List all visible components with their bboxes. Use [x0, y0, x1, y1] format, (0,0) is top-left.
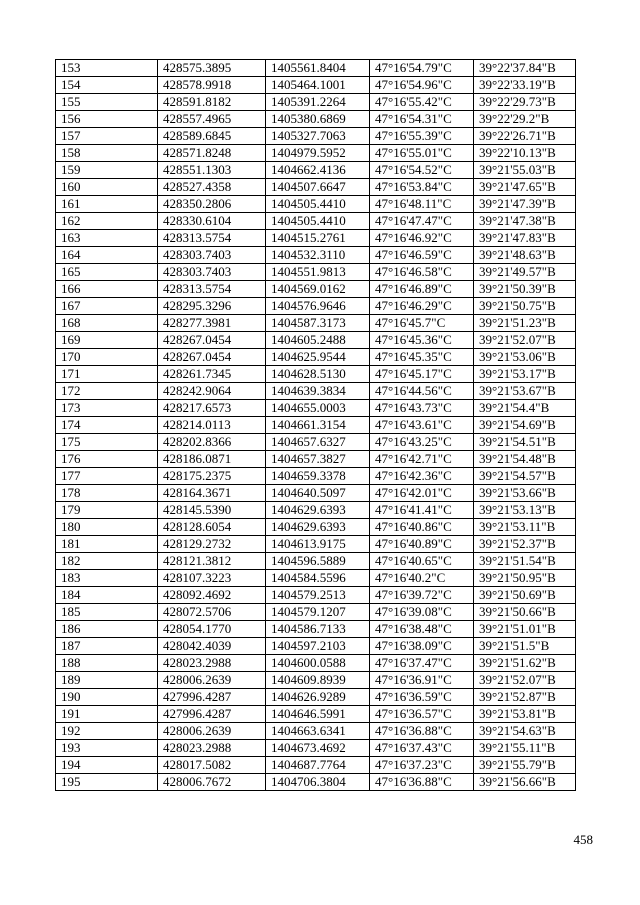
latitude-cell: 47°16'46.89"С	[370, 281, 474, 298]
x-coordinate-cell: 428591.8182	[158, 94, 266, 111]
table-row	[56, 621, 576, 638]
point-number-cell: 165	[56, 264, 158, 281]
latitude-cell: 47°16'45.17"С	[370, 366, 474, 383]
longitude-cell: 39°21'55.03"В	[474, 162, 576, 179]
table-row	[56, 417, 576, 434]
table-row	[56, 264, 576, 281]
x-coordinate-cell: 428551.1303	[158, 162, 266, 179]
y-coordinate-cell: 1404706.3804	[266, 774, 370, 791]
y-coordinate-cell: 1404659.3378	[266, 468, 370, 485]
point-number-cell: 167	[56, 298, 158, 315]
y-coordinate-cell: 1404687.7764	[266, 757, 370, 774]
x-coordinate-cell: 428006.2639	[158, 672, 266, 689]
y-coordinate-cell: 1404600.0588	[266, 655, 370, 672]
point-number-cell: 182	[56, 553, 158, 570]
point-number-cell: 171	[56, 366, 158, 383]
point-number-cell: 191	[56, 706, 158, 723]
latitude-cell: 47°16'45.35"С	[370, 349, 474, 366]
point-number-cell: 166	[56, 281, 158, 298]
table-row	[56, 502, 576, 519]
longitude-cell: 39°21'53.67"В	[474, 383, 576, 400]
point-number-cell: 181	[56, 536, 158, 553]
x-coordinate-cell: 428072.5706	[158, 604, 266, 621]
point-number-cell: 160	[56, 179, 158, 196]
x-coordinate-cell: 428128.6054	[158, 519, 266, 536]
y-coordinate-cell: 1404576.9646	[266, 298, 370, 315]
x-coordinate-cell: 428350.2806	[158, 196, 266, 213]
y-coordinate-cell: 1405380.6869	[266, 111, 370, 128]
x-coordinate-cell: 428017.5082	[158, 757, 266, 774]
longitude-cell: 39°22'37.84"В	[474, 60, 576, 77]
x-coordinate-cell: 428242.9064	[158, 383, 266, 400]
longitude-cell: 39°21'50.69"В	[474, 587, 576, 604]
latitude-cell: 47°16'43.25"С	[370, 434, 474, 451]
point-number-cell: 156	[56, 111, 158, 128]
y-coordinate-cell: 1404639.3834	[266, 383, 370, 400]
point-number-cell: 174	[56, 417, 158, 434]
longitude-cell: 39°21'50.66"В	[474, 604, 576, 621]
latitude-cell: 47°16'37.47"С	[370, 655, 474, 672]
y-coordinate-cell: 1404979.5952	[266, 145, 370, 162]
latitude-cell: 47°16'39.08"С	[370, 604, 474, 621]
page-number: 458	[573, 832, 593, 847]
x-coordinate-cell: 428571.8248	[158, 145, 266, 162]
point-number-cell: 153	[56, 60, 158, 77]
y-coordinate-cell: 1404586.7133	[266, 621, 370, 638]
x-coordinate-cell: 428023.2988	[158, 740, 266, 757]
table-row	[56, 298, 576, 315]
y-coordinate-cell: 1405464.1001	[266, 77, 370, 94]
longitude-cell: 39°21'53.17"В	[474, 366, 576, 383]
longitude-cell: 39°21'50.39"В	[474, 281, 576, 298]
table-row	[56, 230, 576, 247]
x-coordinate-cell: 428330.6104	[158, 213, 266, 230]
table-row	[56, 315, 576, 332]
point-number-cell: 186	[56, 621, 158, 638]
x-coordinate-cell: 428006.7672	[158, 774, 266, 791]
x-coordinate-cell: 428006.2639	[158, 723, 266, 740]
longitude-cell: 39°21'54.51"В	[474, 434, 576, 451]
x-coordinate-cell: 428313.5754	[158, 230, 266, 247]
latitude-cell: 47°16'36.88"С	[370, 723, 474, 740]
latitude-cell: 47°16'43.73"С	[370, 400, 474, 417]
x-coordinate-cell: 428578.9918	[158, 77, 266, 94]
longitude-cell: 39°21'52.87"В	[474, 689, 576, 706]
y-coordinate-cell: 1404655.0003	[266, 400, 370, 417]
latitude-cell: 47°16'41.41"С	[370, 502, 474, 519]
x-coordinate-cell: 428107.3223	[158, 570, 266, 587]
y-coordinate-cell: 1404609.8939	[266, 672, 370, 689]
point-number-cell: 194	[56, 757, 158, 774]
latitude-cell: 47°16'40.86"С	[370, 519, 474, 536]
point-number-cell: 163	[56, 230, 158, 247]
longitude-cell: 39°22'29.73"В	[474, 94, 576, 111]
y-coordinate-cell: 1404579.2513	[266, 587, 370, 604]
x-coordinate-cell: 428054.1770	[158, 621, 266, 638]
latitude-cell: 47°16'38.48"С	[370, 621, 474, 638]
latitude-cell: 47°16'46.58"С	[370, 264, 474, 281]
x-coordinate-cell: 428175.2375	[158, 468, 266, 485]
table-row	[56, 213, 576, 230]
longitude-cell: 39°21'55.79"В	[474, 757, 576, 774]
x-coordinate-cell: 428295.3296	[158, 298, 266, 315]
longitude-cell: 39°21'55.11"В	[474, 740, 576, 757]
table-row	[56, 281, 576, 298]
y-coordinate-cell: 1404532.3110	[266, 247, 370, 264]
latitude-cell: 47°16'54.52"С	[370, 162, 474, 179]
x-coordinate-cell: 428217.6573	[158, 400, 266, 417]
longitude-cell: 39°21'54.57"В	[474, 468, 576, 485]
latitude-cell: 47°16'42.71"С	[370, 451, 474, 468]
y-coordinate-cell: 1404579.1207	[266, 604, 370, 621]
table-row	[56, 145, 576, 162]
point-number-cell: 189	[56, 672, 158, 689]
latitude-cell: 47°16'36.88"С	[370, 774, 474, 791]
longitude-cell: 39°21'53.11"В	[474, 519, 576, 536]
table-row	[56, 604, 576, 621]
longitude-cell: 39°21'56.66"В	[474, 774, 576, 791]
y-coordinate-cell: 1405327.7063	[266, 128, 370, 145]
longitude-cell: 39°21'47.38"В	[474, 213, 576, 230]
y-coordinate-cell: 1404587.3173	[266, 315, 370, 332]
coordinates-table-body	[56, 60, 576, 791]
x-coordinate-cell: 428092.4692	[158, 587, 266, 604]
y-coordinate-cell: 1404584.5596	[266, 570, 370, 587]
point-number-cell: 161	[56, 196, 158, 213]
x-coordinate-cell: 428023.2988	[158, 655, 266, 672]
point-number-cell: 195	[56, 774, 158, 791]
longitude-cell: 39°21'51.62"В	[474, 655, 576, 672]
coordinates-table	[55, 59, 576, 791]
y-coordinate-cell: 1404507.6647	[266, 179, 370, 196]
x-coordinate-cell: 428186.0871	[158, 451, 266, 468]
latitude-cell: 47°16'55.39"С	[370, 128, 474, 145]
point-number-cell: 158	[56, 145, 158, 162]
point-number-cell: 187	[56, 638, 158, 655]
y-coordinate-cell: 1404629.6393	[266, 519, 370, 536]
x-coordinate-cell: 428129.2732	[158, 536, 266, 553]
point-number-cell: 177	[56, 468, 158, 485]
x-coordinate-cell: 427996.4287	[158, 706, 266, 723]
longitude-cell: 39°22'33.19"В	[474, 77, 576, 94]
longitude-cell: 39°22'10.13"В	[474, 145, 576, 162]
x-coordinate-cell: 428261.7345	[158, 366, 266, 383]
longitude-cell: 39°21'53.06"В	[474, 349, 576, 366]
point-number-cell: 155	[56, 94, 158, 111]
latitude-cell: 47°16'54.79"С	[370, 60, 474, 77]
y-coordinate-cell: 1404515.2761	[266, 230, 370, 247]
latitude-cell: 47°16'44.56"С	[370, 383, 474, 400]
latitude-cell: 47°16'43.61"С	[370, 417, 474, 434]
latitude-cell: 47°16'38.09"С	[370, 638, 474, 655]
latitude-cell: 47°16'54.31"С	[370, 111, 474, 128]
point-number-cell: 162	[56, 213, 158, 230]
x-coordinate-cell: 428145.5390	[158, 502, 266, 519]
table-row	[56, 485, 576, 502]
latitude-cell: 47°16'40.2"С	[370, 570, 474, 587]
x-coordinate-cell: 428267.0454	[158, 332, 266, 349]
table-row	[56, 451, 576, 468]
latitude-cell: 47°16'48.11"С	[370, 196, 474, 213]
point-number-cell: 184	[56, 587, 158, 604]
table-row	[56, 128, 576, 145]
point-number-cell: 183	[56, 570, 158, 587]
table-row	[56, 366, 576, 383]
latitude-cell: 47°16'37.43"С	[370, 740, 474, 757]
table-row	[56, 332, 576, 349]
latitude-cell: 47°16'36.59"С	[370, 689, 474, 706]
y-coordinate-cell: 1404625.9544	[266, 349, 370, 366]
latitude-cell: 47°16'45.36"С	[370, 332, 474, 349]
longitude-cell: 39°21'47.65"В	[474, 179, 576, 196]
table-row	[56, 570, 576, 587]
point-number-cell: 170	[56, 349, 158, 366]
longitude-cell: 39°21'54.69"В	[474, 417, 576, 434]
table-row	[56, 111, 576, 128]
x-coordinate-cell: 428303.7403	[158, 247, 266, 264]
y-coordinate-cell: 1405391.2264	[266, 94, 370, 111]
latitude-cell: 47°16'54.96"С	[370, 77, 474, 94]
x-coordinate-cell: 428267.0454	[158, 349, 266, 366]
point-number-cell: 169	[56, 332, 158, 349]
point-number-cell: 172	[56, 383, 158, 400]
y-coordinate-cell: 1404569.0162	[266, 281, 370, 298]
y-coordinate-cell: 1404629.6393	[266, 502, 370, 519]
longitude-cell: 39°22'29.2"В	[474, 111, 576, 128]
table-row	[56, 383, 576, 400]
latitude-cell: 47°16'55.42"С	[370, 94, 474, 111]
longitude-cell: 39°21'52.07"В	[474, 672, 576, 689]
longitude-cell: 39°21'53.66"В	[474, 485, 576, 502]
table-row	[56, 723, 576, 740]
latitude-cell: 47°16'46.29"С	[370, 298, 474, 315]
latitude-cell: 47°16'55.01"С	[370, 145, 474, 162]
x-coordinate-cell: 428589.6845	[158, 128, 266, 145]
longitude-cell: 39°21'54.48"В	[474, 451, 576, 468]
table-row	[56, 519, 576, 536]
point-number-cell: 178	[56, 485, 158, 502]
x-coordinate-cell: 428575.3895	[158, 60, 266, 77]
point-number-cell: 159	[56, 162, 158, 179]
longitude-cell: 39°21'52.37"В	[474, 536, 576, 553]
table-row	[56, 757, 576, 774]
table-row	[56, 179, 576, 196]
longitude-cell: 39°21'53.13"В	[474, 502, 576, 519]
point-number-cell: 193	[56, 740, 158, 757]
latitude-cell: 47°16'42.01"С	[370, 485, 474, 502]
table-row	[56, 655, 576, 672]
x-coordinate-cell: 427996.4287	[158, 689, 266, 706]
longitude-cell: 39°21'47.83"В	[474, 230, 576, 247]
latitude-cell: 47°16'45.7"С	[370, 315, 474, 332]
y-coordinate-cell: 1404657.3827	[266, 451, 370, 468]
point-number-cell: 176	[56, 451, 158, 468]
table-row	[56, 638, 576, 655]
latitude-cell: 47°16'53.84"С	[370, 179, 474, 196]
point-number-cell: 175	[56, 434, 158, 451]
longitude-cell: 39°21'47.39"В	[474, 196, 576, 213]
y-coordinate-cell: 1404662.4136	[266, 162, 370, 179]
table-row	[56, 774, 576, 791]
y-coordinate-cell: 1404505.4410	[266, 196, 370, 213]
x-coordinate-cell: 428557.4965	[158, 111, 266, 128]
table-row	[56, 196, 576, 213]
longitude-cell: 39°22'26.71"В	[474, 128, 576, 145]
x-coordinate-cell: 428313.5754	[158, 281, 266, 298]
latitude-cell: 47°16'46.59"С	[370, 247, 474, 264]
point-number-cell: 157	[56, 128, 158, 145]
table-row	[56, 162, 576, 179]
table-row	[56, 536, 576, 553]
longitude-cell: 39°21'54.4"В	[474, 400, 576, 417]
x-coordinate-cell: 428202.8366	[158, 434, 266, 451]
table-row	[56, 706, 576, 723]
point-number-cell: 164	[56, 247, 158, 264]
latitude-cell: 47°16'36.91"С	[370, 672, 474, 689]
longitude-cell: 39°21'51.54"В	[474, 553, 576, 570]
longitude-cell: 39°21'54.63"В	[474, 723, 576, 740]
y-coordinate-cell: 1404661.3154	[266, 417, 370, 434]
x-coordinate-cell: 428303.7403	[158, 264, 266, 281]
x-coordinate-cell: 428042.4039	[158, 638, 266, 655]
point-number-cell: 185	[56, 604, 158, 621]
y-coordinate-cell: 1404663.6341	[266, 723, 370, 740]
x-coordinate-cell: 428121.3812	[158, 553, 266, 570]
point-number-cell: 180	[56, 519, 158, 536]
table-row	[56, 60, 576, 77]
y-coordinate-cell: 1404596.5889	[266, 553, 370, 570]
table-row	[56, 587, 576, 604]
longitude-cell: 39°21'50.75"В	[474, 298, 576, 315]
y-coordinate-cell: 1404626.9289	[266, 689, 370, 706]
table-row	[56, 468, 576, 485]
longitude-cell: 39°21'50.95"В	[474, 570, 576, 587]
y-coordinate-cell: 1405561.8404	[266, 60, 370, 77]
y-coordinate-cell: 1404551.9813	[266, 264, 370, 281]
point-number-cell: 168	[56, 315, 158, 332]
longitude-cell: 39°21'53.81"В	[474, 706, 576, 723]
y-coordinate-cell: 1404505.4410	[266, 213, 370, 230]
point-number-cell: 179	[56, 502, 158, 519]
y-coordinate-cell: 1404613.9175	[266, 536, 370, 553]
table-row	[56, 434, 576, 451]
x-coordinate-cell: 428277.3981	[158, 315, 266, 332]
latitude-cell: 47°16'36.57"С	[370, 706, 474, 723]
y-coordinate-cell: 1404646.5991	[266, 706, 370, 723]
longitude-cell: 39°21'48.63"В	[474, 247, 576, 264]
latitude-cell: 47°16'40.89"С	[370, 536, 474, 553]
point-number-cell: 190	[56, 689, 158, 706]
y-coordinate-cell: 1404657.6327	[266, 434, 370, 451]
longitude-cell: 39°21'49.57"В	[474, 264, 576, 281]
latitude-cell: 47°16'37.23"С	[370, 757, 474, 774]
latitude-cell: 47°16'42.36"С	[370, 468, 474, 485]
y-coordinate-cell: 1404628.5130	[266, 366, 370, 383]
point-number-cell: 188	[56, 655, 158, 672]
table-row	[56, 553, 576, 570]
latitude-cell: 47°16'47.47"С	[370, 213, 474, 230]
longitude-cell: 39°21'51.01"В	[474, 621, 576, 638]
y-coordinate-cell: 1404605.2488	[266, 332, 370, 349]
longitude-cell: 39°21'51.5"В	[474, 638, 576, 655]
latitude-cell: 47°16'39.72"С	[370, 587, 474, 604]
longitude-cell: 39°21'51.23"В	[474, 315, 576, 332]
table-row	[56, 740, 576, 757]
table-row	[56, 247, 576, 264]
point-number-cell: 173	[56, 400, 158, 417]
latitude-cell: 47°16'46.92"С	[370, 230, 474, 247]
point-number-cell: 192	[56, 723, 158, 740]
table-row	[56, 77, 576, 94]
x-coordinate-cell: 428527.4358	[158, 179, 266, 196]
x-coordinate-cell: 428214.0113	[158, 417, 266, 434]
y-coordinate-cell: 1404673.4692	[266, 740, 370, 757]
table-row	[56, 672, 576, 689]
table-row	[56, 400, 576, 417]
latitude-cell: 47°16'40.65"С	[370, 553, 474, 570]
x-coordinate-cell: 428164.3671	[158, 485, 266, 502]
y-coordinate-cell: 1404597.2103	[266, 638, 370, 655]
point-number-cell: 154	[56, 77, 158, 94]
y-coordinate-cell: 1404640.5097	[266, 485, 370, 502]
table-row	[56, 349, 576, 366]
longitude-cell: 39°21'52.07"В	[474, 332, 576, 349]
table-row	[56, 689, 576, 706]
table-row	[56, 94, 576, 111]
